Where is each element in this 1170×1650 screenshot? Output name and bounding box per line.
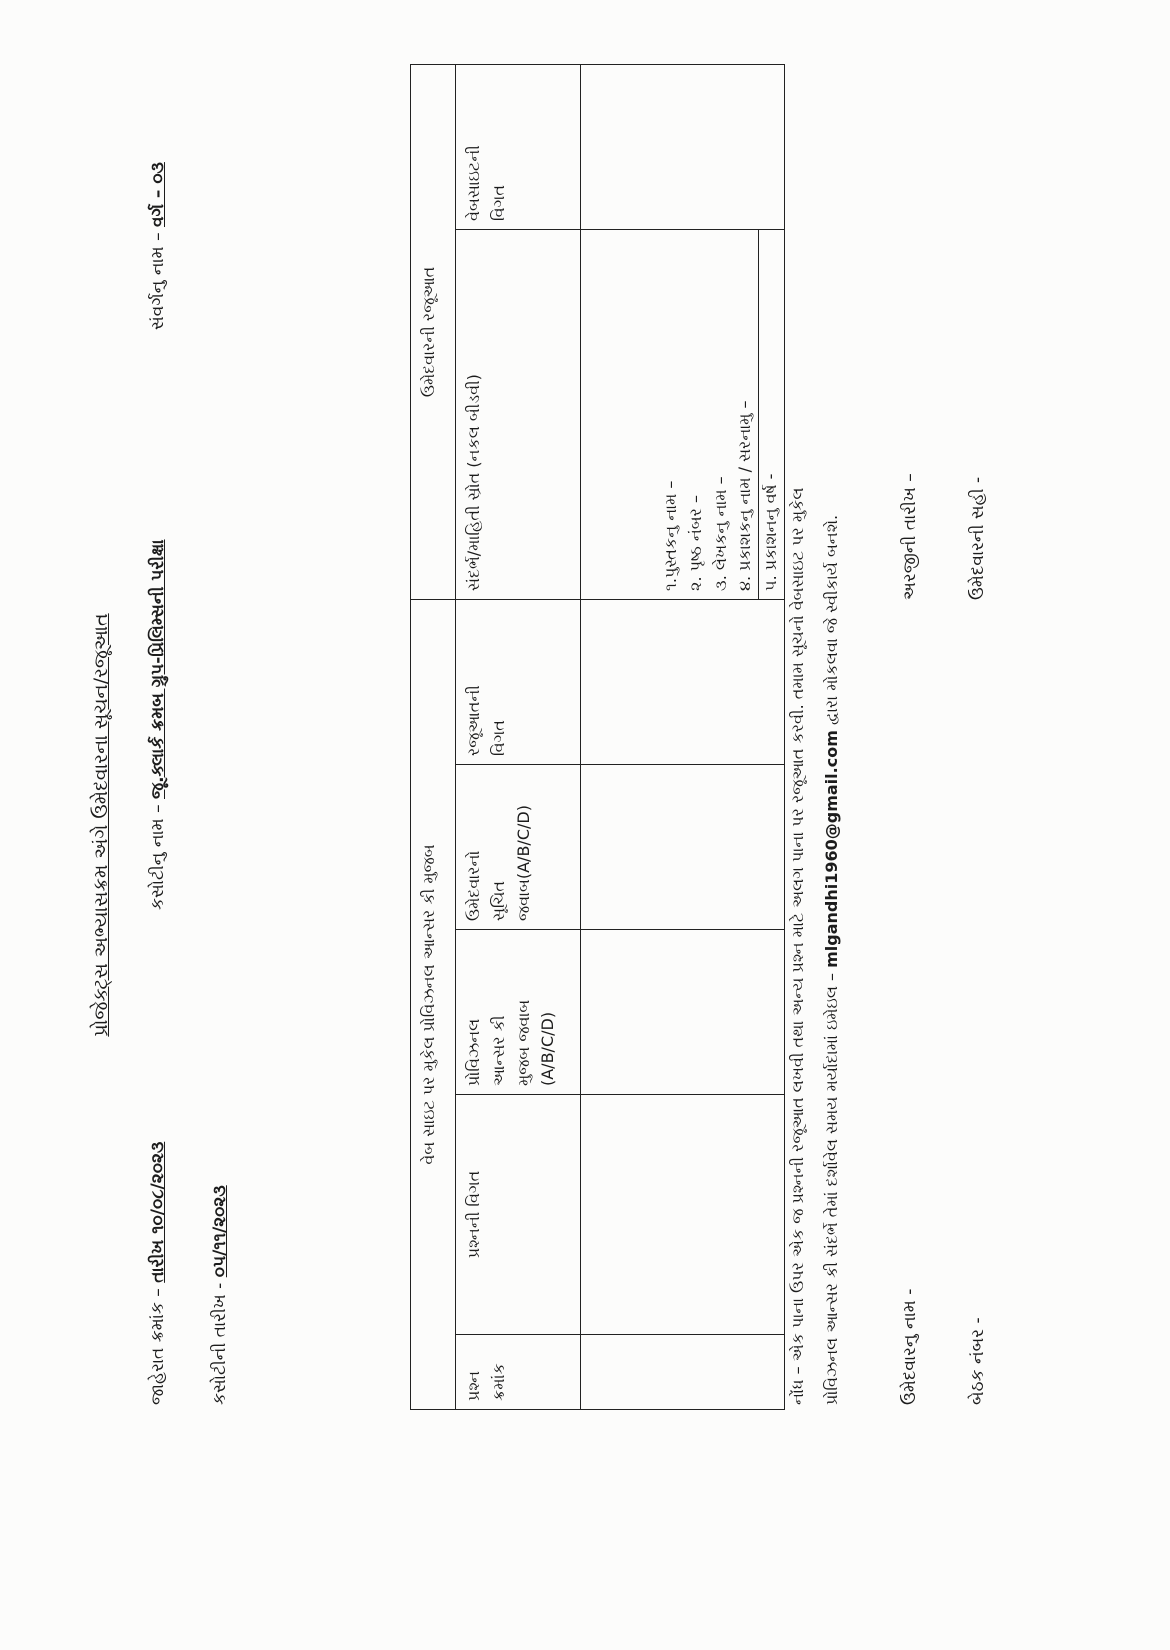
exam-label: કસોટીનુ નામ –	[148, 804, 168, 910]
representation-table	[410, 64, 785, 1410]
email-link[interactable]: mlgandhi1960@gmail.com	[822, 730, 841, 968]
col-website-detail: વેબસાઇટની વિગત	[456, 64, 581, 229]
cell-question-detail[interactable]	[581, 1095, 785, 1335]
group-header-candidate: ઉમેદવારની રજૂઆત	[411, 64, 456, 599]
seat-number-field: બેઠક નંબર -	[968, 1317, 988, 1405]
source-item: ૨. પૃષ્ઠ નંબર –	[685, 495, 705, 591]
cell-reference-source[interactable]	[581, 229, 785, 599]
advert-label: જાહેરાત ક્રમાંક –	[148, 1288, 168, 1405]
advert-value: તારીખ ૧૦/૦૮/૨૦૨૩	[148, 1141, 168, 1283]
exam-name	[148, 539, 168, 910]
cadre-value: વર્ગ – ૦૩	[148, 162, 168, 228]
exam-value: જૂ.ક્લાર્ક ક્રમબ ગ્રુપ-પ્રિલિમ્સની પરીક્ષા	[148, 539, 168, 799]
col-question-detail: પ્રશ્નની વિગત	[456, 1095, 581, 1335]
cadre-name	[148, 162, 168, 330]
col-reference-source: સંદર્ભ/માહિતી સ્રોત (નકલ બીડવી)	[456, 229, 581, 599]
document-title: પ્રોજેક્ટ્સ અભ્યાસક્રમ અંગે ઉમેદવારના સૂચન/રજૂઆત	[90, 613, 112, 1037]
source-item: ૪. પ્રકાશકનુ નામ / સરનામુ –	[735, 400, 755, 591]
cell-provisional-answer[interactable]	[581, 930, 785, 1095]
cell-candidate-answer[interactable]	[581, 765, 785, 930]
source-item: ૧.પુસ્તકનુ નામ –	[661, 480, 680, 591]
col-representation-detail: રજૂઆતની વિગત	[456, 599, 581, 764]
cell-question-number[interactable]	[581, 1335, 785, 1410]
candidate-name-field: ઉમેદવારનુ નામ -	[900, 1288, 920, 1405]
group-header-provisional: વેબ સાઇટ પર મુકેલ પ્રોવિઝનલ આન્સર કી મુજબ	[411, 599, 456, 1409]
source-item: ૫. પ્રકાશનનુ વર્ષ -	[761, 473, 781, 591]
date-label: કસોટીની તારીખ -	[210, 1282, 230, 1405]
cell-website-detail[interactable]	[581, 64, 785, 229]
advert-number	[148, 1142, 168, 1405]
col-question-number: પ્રશ્ન ક્રમાંક	[456, 1335, 581, 1410]
application-date-field: અરજીની તારીખ –	[900, 473, 920, 600]
col-provisional-answer: પ્રોવિઝનલ આન્સર કી મુજબ જવાબ (A/B/C/D)	[456, 930, 581, 1095]
note-line-1: નોંધ – એક પાના ઉપર એક જ પ્રશ્નની રજૂઆત લખવી તથા અન્ય પ્રશ્ન માટે અલગ પાના પર રજૂઆત કરવી. તમામ સૂચનો વેબસાઇટ પર મુકેલ	[788, 487, 807, 1405]
cadre-label: સંવર્ગનુ નામ –	[148, 232, 168, 330]
cell-representation-detail[interactable]	[581, 599, 785, 764]
note-line-2: પ્રોવિઝનલ આન્સર કી સંદર્ભે તેમાં દર્શાવેલ સમય મર્યાદામાં ઇમેઇલ – mlgandhi1960@gmail.com દ્વારા મોકલવા જે સ્વીકાર્ય બનશે.	[822, 514, 841, 1405]
exam-date	[210, 1185, 230, 1405]
candidate-signature-field: ઉમેદવારની સહી -	[968, 476, 988, 600]
col-candidate-answer: ઉમેદવારનો સૂચિત જવાબ(A/B/C/D)	[456, 765, 581, 930]
date-value: ૦૫/૧૧/૨૦૨૩	[210, 1185, 230, 1278]
source-item: ૩. લેખકનુ નામ –	[710, 476, 730, 591]
